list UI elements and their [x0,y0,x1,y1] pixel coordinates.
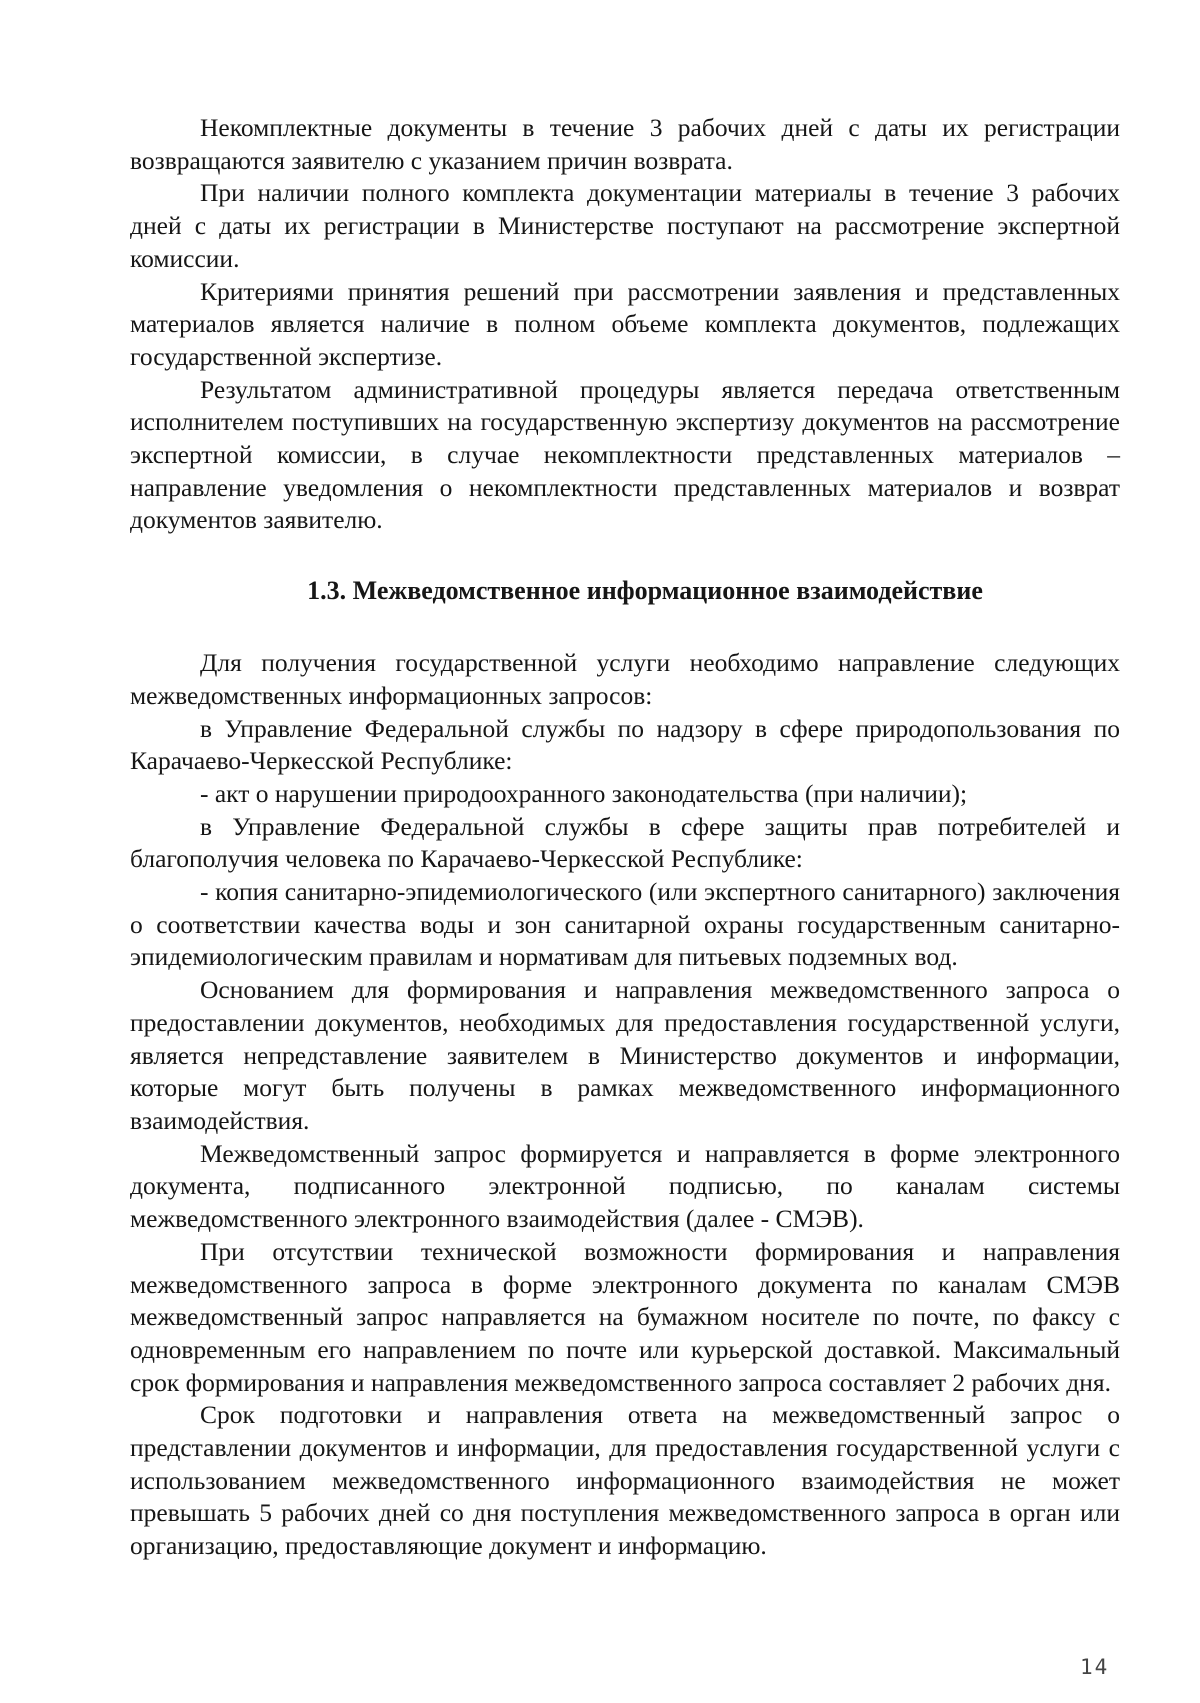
paragraph-paper-request: При отсутствии технической возможности формирования и направления межведомственного запроса в форме электронного документа по каналам СМЭВ межведомственный запрос направляется на бумажном носителе по почте, по факсу с одновременным его направлением по почте или курьерской доставкой. Максимальный срок формирования и направления межведомственного запроса составляет 2 рабочих дня. [130,1236,1120,1397]
paragraph-request-basis: Основанием для формирования и направления межведомственного запроса о предоставлении документов, необходимых для предоставления государственной услуги, является непредставление заявителем в Министерство документов и информации, которые могут быть получены в рамках межведомственного информационного взаимодействия. [130,975,1120,1135]
page-body [130,112,1120,1563]
paragraph-incomplete-docs: Некомплектные документы в течение 3 рабочих дней с даты их регистрации возвращаются заявителю с указанием причин возврата. [130,113,1120,175]
paragraph-consumer-agency: в Управление Федеральной службы в сфере защиты прав потребителей и благополучия человека по Карачаево-Черкесской Республике: [130,811,1120,874]
paragraph-nature-agency: в Управление Федеральной службы по надзору в сфере природопользования по Карачаево-Черкесской Республике: [130,713,1120,776]
paragraph-response-deadline: Срок подготовки и направления ответа на межведомственный запрос о представлении документов и информации, для предоставления государственной услуги с использованием межведомственного информационного взаимодействия не может превышать 5 рабочих дней со дня поступления межведомственного запроса в орган или организацию, предоставляющие документ и информацию. [130,1400,1120,1561]
page-number: 14 [1080,1655,1110,1679]
paragraph-violation-act: - акт о нарушении природоохранного законодательства (при наличии); [200,778,968,808]
paragraph-sanitary-copy: - копия санитарно-эпидемиологического (или экспертного санитарного) заключения о соответствии качества воды и зон санитарной охраны государственным санитарно-эпидемиологическим правилам и нормативам для питьевых подземных вод. [130,877,1120,972]
paragraph-electronic-request: Межведомственный запрос формируется и направляется в форме электронного документа, подписанного электронной подписью, по каналам системы межведомственного электронного взаимодействия (далее - СМЭВ). [130,1138,1120,1234]
section-heading: 1.3. Межведомственное информационное взаимодействие [307,576,983,606]
paragraph-result: Результатом административной процедуры является передача ответственным исполнителем поступивших на государственную экспертизу документов на рассмотрение экспертной комиссии, в случае некомплектности представленных материалов – направление уведомления о некомплектности представленных материалов и возврат документов заявителю. [130,374,1120,535]
paragraph-requests-intro: Для получения государственной услуги необходимо направление следующих межведомственных информационных запросов: [130,648,1120,710]
paragraph-full-set: При наличии полного комплекта документации материалы в течение 3 рабочих дней с даты их регистрации в Министерстве поступают на рассмотрение экспертной комиссии. [130,178,1120,273]
paragraph-criteria: Критериями принятия решений при рассмотрении заявления и представленных материалов является наличие в полном объеме комплекта документов, подлежащих государственной экспертизе. [130,276,1120,371]
